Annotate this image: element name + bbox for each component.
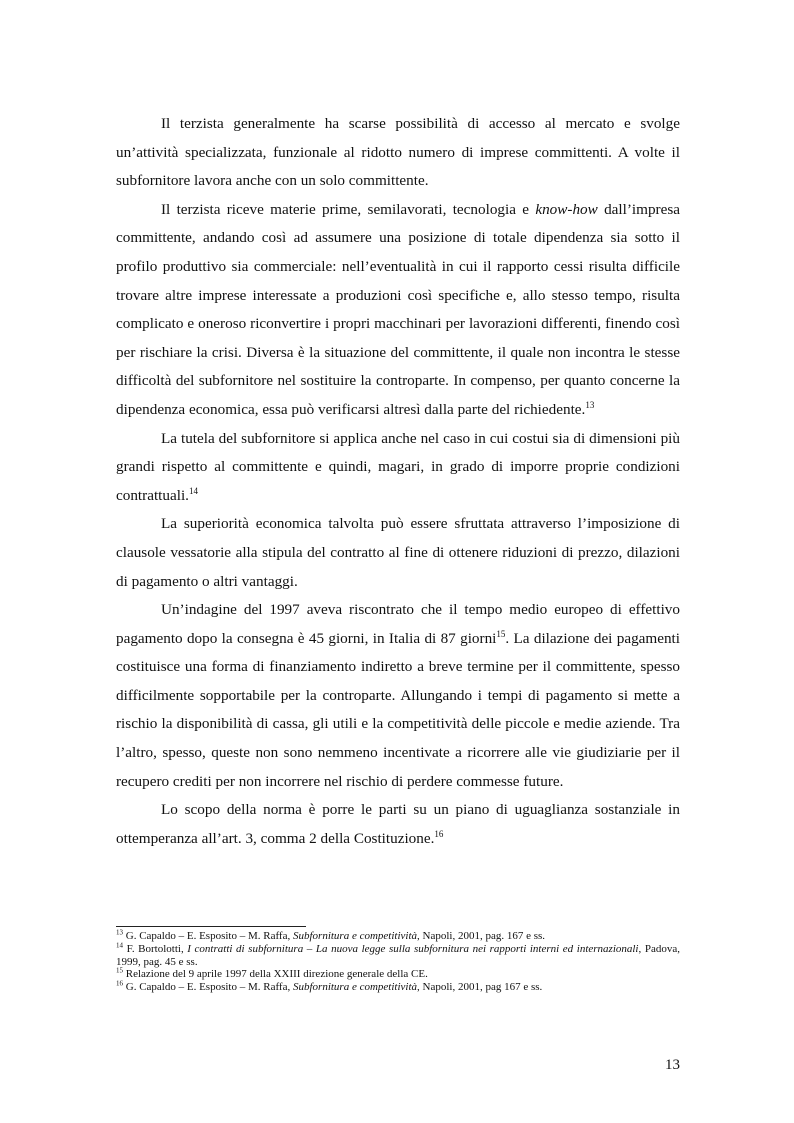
italic-text: know-how bbox=[535, 200, 598, 218]
footnote bbox=[116, 968, 680, 981]
text-run: La superiorità economica talvolta può essere sfruttata attraverso l’imposizione di clausole vessatorie alla stipula del contratto al fine di ottenere riduzioni di prezzo, dilazioni di pagamento o altri vantaggi. bbox=[116, 515, 680, 590]
footnote-ref: 15 bbox=[496, 628, 506, 639]
paragraph bbox=[116, 196, 680, 425]
italic-text: Subfornitura e competitività bbox=[292, 930, 418, 942]
text-run: dall’impresa committente, andando così ad assumere una posizione di totale dipendenza sia sotto il profilo produttivo sia commerciale: nell’eventualità in cui il rapporto cessi risulta difficile trovare altre imprese interessate a produzioni così specifiche e, allo stesso tempo, risulta complicato e oneroso riconvertire i propri macchinari per lavorazioni differenti, finendo così per rischiare la crisi. Diversa è la situazione del committente, il quale non incontra le stesse difficoltà del subfornitore nel sostituire la controparte. In compenso, per quanto concerne la dipendenza economica, essa può verificarsi altresì dalla parte del richiedente. bbox=[116, 200, 680, 418]
text-run: . La dilazione dei pagamenti costituisce una forma di finanziamento indiretto a breve termine per il committente, spesso difficilmente sopportabile per la controparte. Allungando i tempi di pagamento si mette a rischio la disponibilità di cassa, gli utili e la competitività delle piccole e medie aziende. Tra l’altro, spesso, queste non sono nemmeno incentivate a ricorrere alle vie giudiziarie per il recupero crediti per non incorrere nel rischio di perdere commesse future. bbox=[116, 629, 680, 790]
footnotes bbox=[116, 930, 680, 994]
paragraph bbox=[116, 596, 680, 796]
text-run: G. Capaldo – E. Esposito – M. Raffa, bbox=[123, 981, 293, 994]
footnote-separator bbox=[116, 926, 306, 927]
text-run: Un’indagine del 1997 aveva riscontrato che il tempo medio europeo di effettivo pagamento dopo la consegna è 45 giorni, in Italia di 87 giorni bbox=[116, 601, 680, 647]
text-run: La tutela del subfornitore si applica anche nel caso in cui costui sia di dimensioni più grandi rispetto al committente e quindi, magari, in grado di imporre proprie condizioni contrattuali. bbox=[116, 429, 680, 504]
footnote-ref: 16 bbox=[116, 979, 123, 988]
text-run: Il terzista riceve materie prime, semilavorati, tecnologia e bbox=[161, 200, 536, 218]
footnote bbox=[116, 981, 680, 994]
italic-text: Subfornitura e competitività bbox=[292, 981, 418, 994]
text-run: Il terzista generalmente ha scarse possibilità di accesso al mercato e svolge un’attività specializzata, funzionale al ridotto numero di imprese committenti. A volte il subfornitore lavora anche con un solo committente. bbox=[116, 115, 680, 190]
paragraph bbox=[116, 796, 680, 853]
text-run: Lo scopo della norma è porre le parti su un piano di uguaglianza sostanziale in ottemperanza all’art. 3, comma 2 della Costituzione. bbox=[116, 801, 680, 847]
page-number: 13 bbox=[665, 1057, 680, 1073]
footnote-ref: 13 bbox=[116, 928, 123, 937]
text-run: , Padova, 1999, pag. 45 e ss. bbox=[116, 942, 680, 968]
paragraph bbox=[116, 110, 680, 196]
text-run: F. Bortolotti, bbox=[123, 942, 188, 955]
paragraph bbox=[116, 425, 680, 511]
footnote-ref: 14 bbox=[188, 485, 198, 496]
footnote-ref: 14 bbox=[116, 941, 123, 950]
text-run: G. Capaldo – E. Esposito – M. Raffa, bbox=[123, 930, 293, 942]
footnote-ref: 15 bbox=[116, 966, 123, 975]
body-text bbox=[116, 110, 680, 853]
text-run: Relazione del 9 aprile 1997 della XXIII direzione generale della CE. bbox=[123, 968, 428, 981]
footnote-ref: 13 bbox=[585, 399, 595, 410]
text-run: , Napoli, 2001, pag. 167 e ss. bbox=[417, 930, 546, 942]
footnote bbox=[116, 943, 680, 969]
italic-text: I contratti di subfornitura – La nuova legge sulla subfornitura nei rapporti interni ed internazionali bbox=[187, 942, 639, 955]
footnote bbox=[116, 930, 680, 943]
text-run: , Napoli, 2001, pag 167 e ss. bbox=[417, 981, 543, 994]
paragraph bbox=[116, 510, 680, 596]
footnote-ref: 16 bbox=[434, 828, 444, 839]
